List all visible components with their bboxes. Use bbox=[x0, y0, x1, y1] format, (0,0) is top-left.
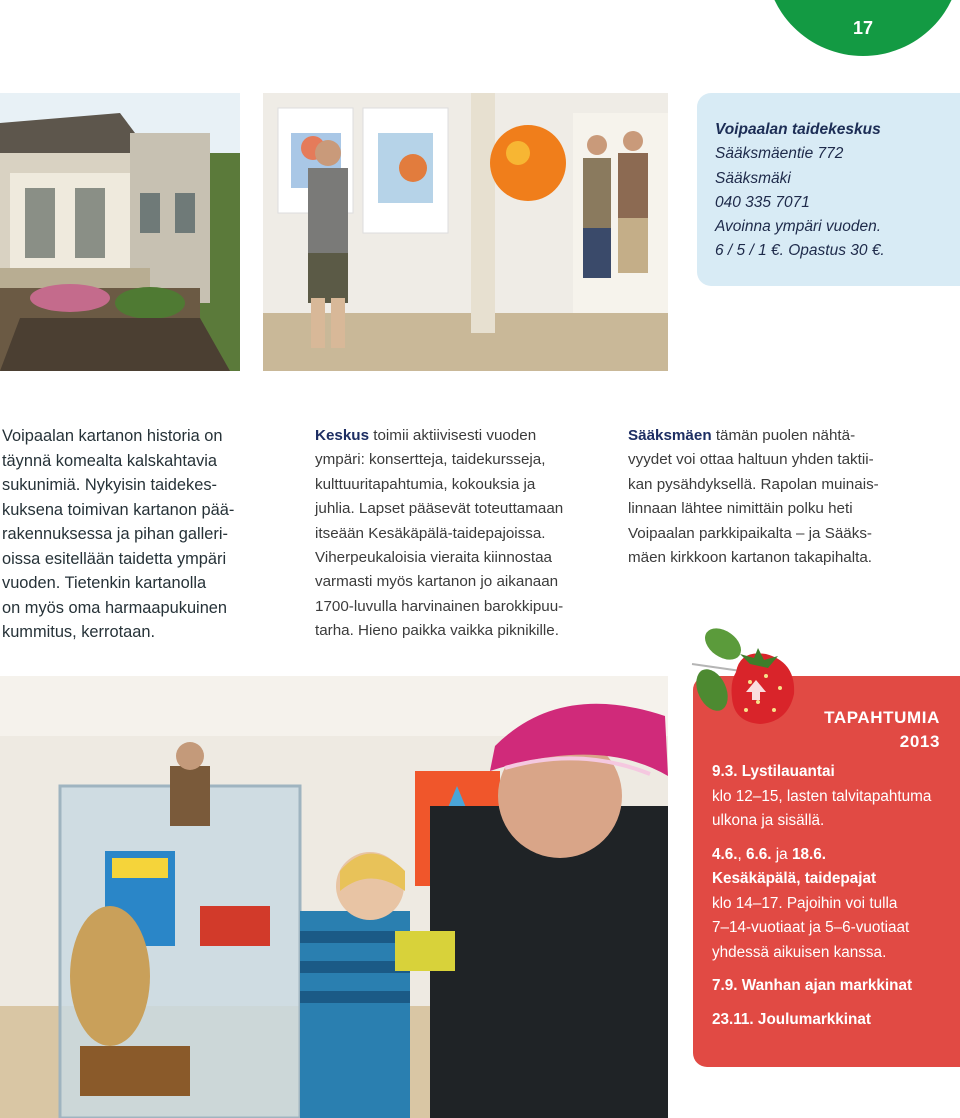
venue-phone: 040 335 7071 bbox=[715, 193, 810, 211]
event-date: 23.11. Joulumarkkinat bbox=[712, 1010, 871, 1028]
event-item bbox=[712, 843, 957, 966]
venue-prices: 6 / 5 / 1 €. Opastus 30 €. bbox=[715, 242, 885, 260]
event-date: 9.3. Lystilauantai bbox=[712, 763, 835, 780]
events-year: 2013 bbox=[899, 732, 940, 751]
photo-toy-display-visitors bbox=[0, 676, 668, 1118]
intro-line: kummitus, kerrotaan. bbox=[2, 623, 156, 641]
center-line: Viherpeukaloisia vieraita kiinnostaa bbox=[315, 549, 552, 567]
photo-manor-house bbox=[0, 93, 240, 371]
intro-line: rakennuksessa ja pihan galleri- bbox=[2, 525, 228, 543]
center-first: toimii aktiivisesti vuoden bbox=[369, 427, 537, 444]
center-line: itseään Kesäkäpälä-taidepajoissa. bbox=[315, 524, 546, 542]
venue-name: Voipaalan taidekeskus bbox=[715, 121, 881, 138]
sights-line: Voipaalan parkkipaikalta – ja Sääks- bbox=[628, 524, 872, 542]
sights-first-line bbox=[628, 424, 928, 448]
intro-text bbox=[2, 424, 272, 645]
center-text bbox=[315, 424, 597, 644]
event-date: 6.6. bbox=[746, 845, 772, 863]
center-line: varmasti myös kartanon jo aikanaan bbox=[315, 573, 559, 591]
venue-address: Sääksmäentie 772 bbox=[715, 145, 844, 163]
venue-town: Sääksmäki bbox=[715, 169, 791, 187]
info-box bbox=[697, 93, 960, 286]
center-line: ympäri: konsertteja, taidekursseja, bbox=[315, 451, 546, 469]
center-line: 1700-luvulla harvinainen barokkipuu- bbox=[315, 597, 564, 615]
intro-line: vuoden. Tietenkin kartanolla bbox=[2, 574, 207, 592]
events-list bbox=[712, 760, 957, 1041]
center-line: tarha. Hieno paikka vaikka piknikille. bbox=[315, 622, 559, 640]
event-item bbox=[712, 760, 957, 834]
photo-gallery-visitors bbox=[263, 93, 668, 371]
event-item bbox=[712, 1008, 957, 1033]
sights-lead: Sääksmäen bbox=[628, 427, 712, 444]
sights-first: tämän puolen nähtä- bbox=[711, 427, 856, 444]
intro-line: kuksena toimivan kartanon pää- bbox=[2, 500, 235, 519]
event-detail: klo 12–15, lasten talvitapahtuma bbox=[712, 787, 932, 805]
sights-text bbox=[628, 424, 928, 570]
event-dates bbox=[712, 843, 957, 868]
intro-line: Voipaalan kartanon historia on bbox=[2, 427, 223, 445]
event-item bbox=[712, 974, 957, 999]
event-detail: klo 14–17. Pajoihin voi tulla bbox=[712, 894, 898, 912]
intro-line: oissa esitellään taidetta ympäri bbox=[2, 549, 227, 568]
event-date-separator: , bbox=[737, 845, 747, 863]
event-date: 4.6. bbox=[712, 845, 738, 863]
event-name: Kesäkäpälä, taidepajat bbox=[712, 870, 877, 887]
intro-line: on myös oma harmaapukuinen bbox=[2, 598, 228, 617]
page-number: 17 bbox=[852, 18, 874, 38]
event-date: 18.6. bbox=[791, 845, 826, 863]
sights-line: vyydet voi ottaa haltuun yhden taktii- bbox=[628, 451, 874, 469]
center-lead: Keskus bbox=[315, 427, 370, 444]
sights-line: mäen kirkkoon kartanon takapihalta. bbox=[628, 549, 872, 567]
event-detail: yhdessä aikuisen kanssa. bbox=[712, 943, 887, 961]
venue-opening: Avoinna ympäri vuoden. bbox=[715, 218, 882, 236]
center-first-line bbox=[315, 424, 597, 448]
event-detail: ulkona ja sisällä. bbox=[712, 812, 825, 829]
intro-line: täynnä komealta kalskahtavia bbox=[2, 451, 218, 470]
sights-line: linnaan lähtee nimittäin polku heti bbox=[628, 500, 853, 518]
event-date-separator: ja bbox=[771, 845, 792, 863]
center-line: juhlia. Lapset pääsevät toteuttamaan bbox=[315, 500, 564, 518]
sights-line: kan pysähdyksellä. Rapolan muinais- bbox=[628, 475, 879, 493]
events-title: TAPAHTUMIA bbox=[824, 708, 940, 727]
center-line: kulttuuritapahtumia, kokouksia ja bbox=[315, 475, 536, 493]
event-date: 7.9. Wanhan ajan markkinat bbox=[712, 977, 913, 994]
event-detail: 7–14-vuotiaat ja 5–6-vuotiaat bbox=[712, 919, 910, 936]
intro-line: sukunimiä. Nykyisin taidekes- bbox=[2, 476, 217, 494]
events-heading bbox=[700, 706, 940, 754]
